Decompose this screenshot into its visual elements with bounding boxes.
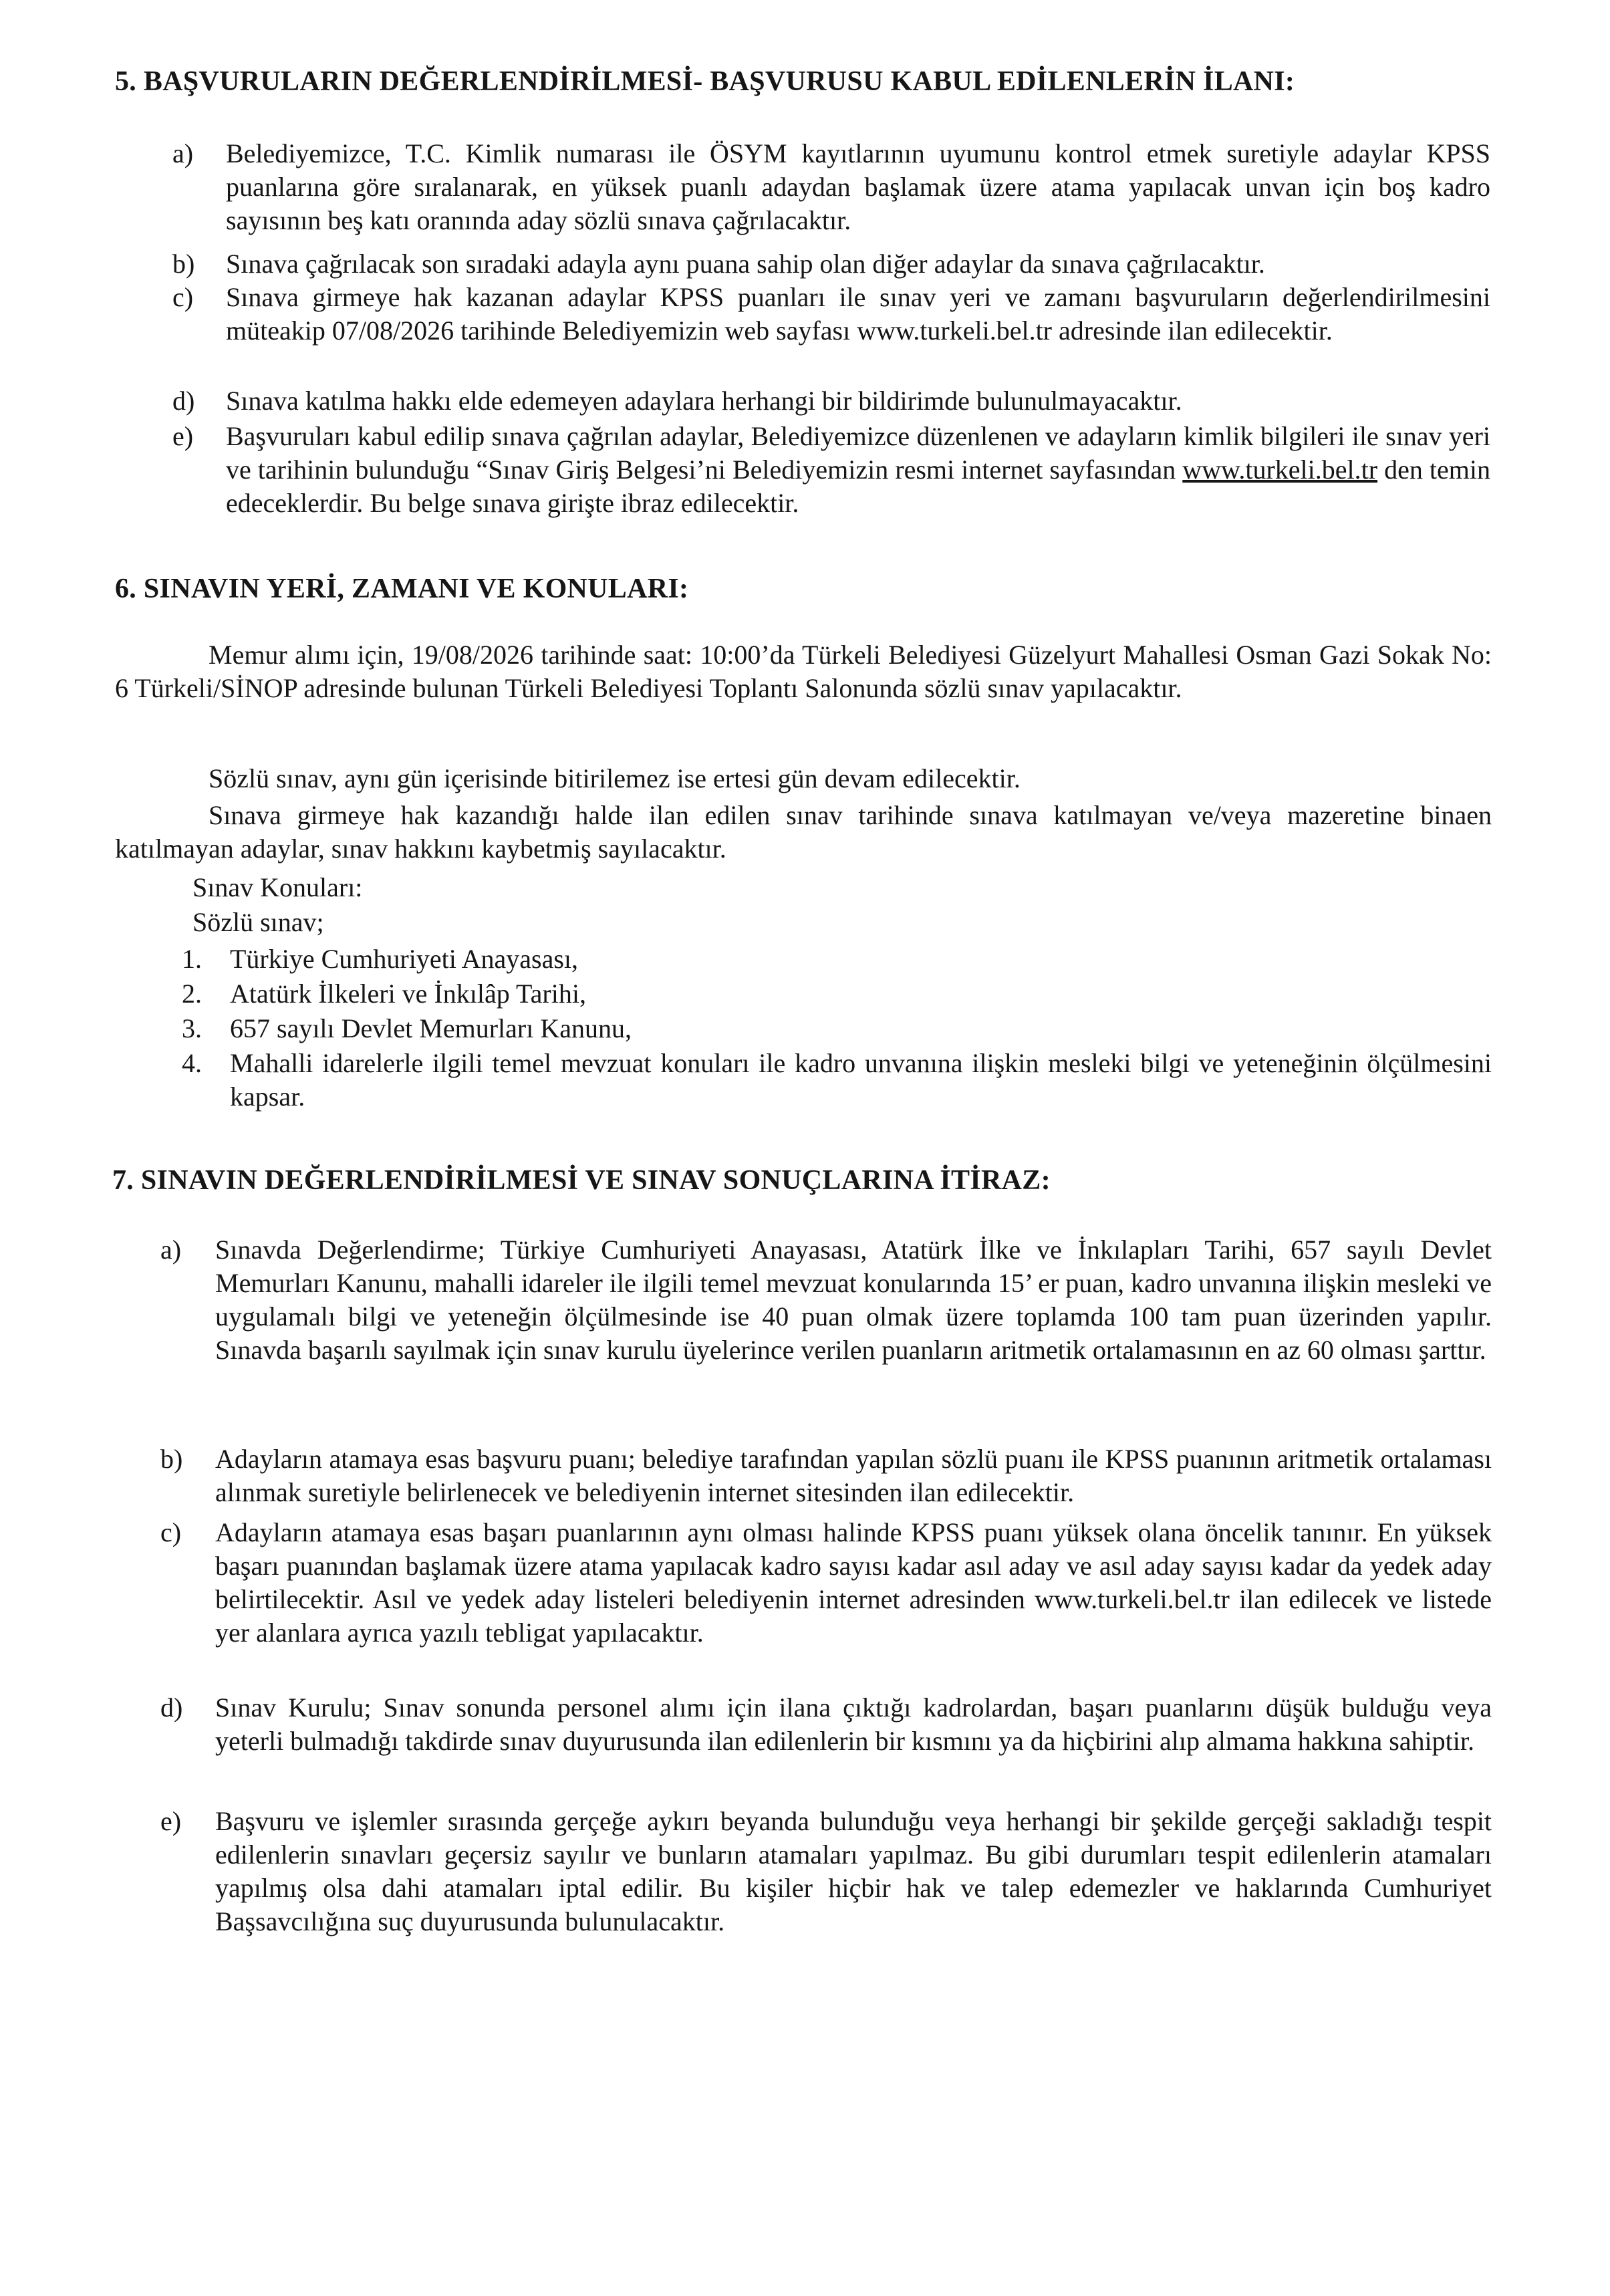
item-text: Başvuru ve işlemler sırasında gerçeğe aykırı beyanda bulunduğu veya herhangi bir şekilde gerçeği sakladığı tespit edilenlerin sınavları geçersiz sayılır ve bunların atamaları yapılmaz. Bu gibi durumları tespit edilenlerin atamaları yapılmış olsa dahi atamaları iptal edilir. Bu kişiler hiçbir hak ve talep edemezler ve haklarında Cumhuriyet Başsavcılığına suç duyurusunda bulunulacaktır. (215, 1806, 1492, 1936)
item-marker: 4. (182, 1048, 202, 1078)
topics-label: Sınav Konuları: (192, 872, 363, 902)
item-marker: c) (160, 1517, 182, 1547)
section-7-item-c (160, 1516, 1492, 1650)
topic-item-1 (182, 942, 1492, 976)
item-text: Adayların atamaya esas başvuru puanı; belediye tarafından yapılan sözlü puanı ile KPSS puanının aritmetik ortalaması alınmak suretiyle belirlenecek ve belediyenin internet sitesinden ilan edilecektir. (215, 1444, 1492, 1507)
section-6-paragraph-2: Sözlü sınav, aynı gün içerisinde bitirilemez ise ertesi gün devam edilecektir. (209, 763, 1021, 793)
section-5-item-b (172, 247, 1490, 281)
item-marker: a) (172, 138, 194, 168)
section-7-item-b (160, 1442, 1492, 1509)
section-6-paragraph-1: Memur alımı için, 19/08/2026 tarihinde saat: 10:00’da Türkeli Belediyesi Güzelyurt Mahallesi Osman Gazi Sokak No: 6 Türkeli/SİNOP adresinde bulunan Türkeli Belediyesi Toplantı Salonunda sözlü sınav yapılacaktır. (115, 640, 1492, 703)
item-text: Atatürk İlkeleri ve İnkılâp Tarihi, (230, 979, 586, 1009)
section-7-item-e (160, 1805, 1492, 1938)
item-marker: 2. (182, 979, 202, 1009)
section-5-item-c (172, 281, 1490, 348)
section-5-item-e (172, 420, 1490, 520)
section-5-item-a (172, 137, 1490, 237)
item-text: Sınava girmeye hak kazanan adaylar KPSS puanları ile sınav yeri ve zamanı başvuruların değerlendirilmesini müteakip 07/08/2026 tarihinde Belediyemizin web sayfası www.turkeli.bel.tr adresinde ilan edilecektir. (226, 282, 1490, 346)
item-marker: e) (160, 1806, 182, 1836)
item-text: Sınav Kurulu; Sınav sonunda personel alımı için ilana çıktığı kadrolardan, başarı puanlarını düşük bulduğu veya yeterli bulmadığı takdirde sınav duyurusunda ilan edilenlerin bir kısmını ya da hiçbirini alıp almama hakkına sahiptir. (215, 1692, 1492, 1756)
item-marker: 3. (182, 1013, 202, 1043)
item-text: Sınava çağrılacak son sıradaki adayla aynı puana sahip olan diğer adaylar da sınava çağrılacaktır. (226, 249, 1265, 279)
section-7-item-a (160, 1233, 1492, 1367)
item-marker: d) (172, 386, 195, 416)
item-marker: e) (172, 421, 194, 451)
item-marker: c) (172, 282, 194, 312)
section-6-heading: 6. SINAVIN YERİ, ZAMANI VE KONULARI: (115, 573, 689, 604)
section-6-paragraph-3: Sınava girmeye hak kazandığı halde ilan edilen sınav tarihinde sınava katılmayan ve/veya mazeretine binaen katılmayan adaylar, sınav hakkını kaybetmiş sayılacaktır. (115, 800, 1492, 864)
item-text (226, 420, 1490, 520)
item-text: Türkiye Cumhuriyeti Anayasası, (230, 944, 579, 974)
item-text: Belediyemizce, T.C. Kimlik numarası ile ÖSYM kayıtlarının uyumunu kontrol etmek suretiyle adaylar KPSS puanlarına göre sıralanarak, en yüksek puanlı adaydan başlamak üzere atama yapılacak unvan için boş kadro sayısının beş katı oranında aday sözlü sınava çağrılacaktır. (226, 138, 1490, 235)
section-5-item-d (172, 384, 1490, 418)
item-marker: b) (172, 249, 195, 279)
item-text: Mahalli idarelerle ilgili temel mevzuat konuları ile kadro unvanına ilişkin mesleki bilgi ve yeteneğinin ölçülmesini kapsar. (230, 1048, 1492, 1112)
website-link[interactable]: www.turkeli.bel.tr (1182, 455, 1378, 485)
item-text-after: den temin edeceklerdir. Bu belge sınava girişte ibraz edilecektir. (226, 455, 1490, 518)
topic-item-4 (182, 1047, 1492, 1114)
topic-item-2 (182, 977, 1492, 1011)
section-7-heading: 7. SINAVIN DEĞERLENDİRİLMESİ VE SINAV SONUÇLARINA İTİRAZ: (112, 1165, 1051, 1196)
item-marker: 1. (182, 944, 202, 974)
item-marker: d) (160, 1692, 183, 1723)
item-text: 657 sayılı Devlet Memurları Kanunu, (230, 1013, 632, 1043)
item-marker: b) (160, 1444, 183, 1474)
item-text: Adayların atamaya esas başarı puanlarının aynı olması halinde KPSS puanı yüksek olana öncelik tanınır. En yüksek başarı puanından başlamak üzere atama yapılacak kadro sayısı kadar asıl aday ve asıl aday sayısı kadar da yedek aday belirtilecektir. Asıl ve yedek aday listeleri belediyenin internet adresinden www.turkeli.bel.tr ilan edilecek ve listede yer alanlara ayrıca yazılı tebligat yapılacaktır. (215, 1517, 1492, 1648)
item-text-before: Başvuruları kabul edilip sınava çağrılan adaylar, Belediyemizce düzenlenen ve adayların kimlik bilgileri ile sınav yeri ve tarihinin bulunduğu “Sınav Giriş Belgesi’ni Belediyemizin resmi internet sayfasından (226, 421, 1490, 485)
item-marker: a) (160, 1235, 182, 1265)
section-5-heading: 5. BAŞVURULARIN DEĞERLENDİRİLMESİ- BAŞVURUSU KABUL EDİLENLERİN İLANI: (115, 66, 1295, 97)
item-text: Sınava katılma hakkı elde edemeyen adaylara herhangi bir bildirimde bulunulmayacaktır. (226, 386, 1182, 416)
oral-exam-label: Sözlü sınav; (192, 907, 324, 937)
topic-item-3 (182, 1012, 1492, 1045)
item-text: Sınavda Değerlendirme; Türkiye Cumhuriyeti Anayasası, Atatürk İlke ve İnkılapları Tarihi, 657 sayılı Devlet Memurları Kanunu, mahalli idareler ile ilgili temel mevzuat konularında 15’ er puan, kadro unvanına ilişkin mesleki ve uygulamalı bilgi ve yeteneğin ölçülmesinde ise 40 puan olmak üzere toplamda 100 tam puan üzerinden yapılır. Sınavda başarılı sayılmak için sınav kurulu üyelerince verilen puanların aritmetik ortalamasının en az 60 olması şarttır. (215, 1235, 1492, 1365)
section-7-item-d (160, 1691, 1492, 1758)
